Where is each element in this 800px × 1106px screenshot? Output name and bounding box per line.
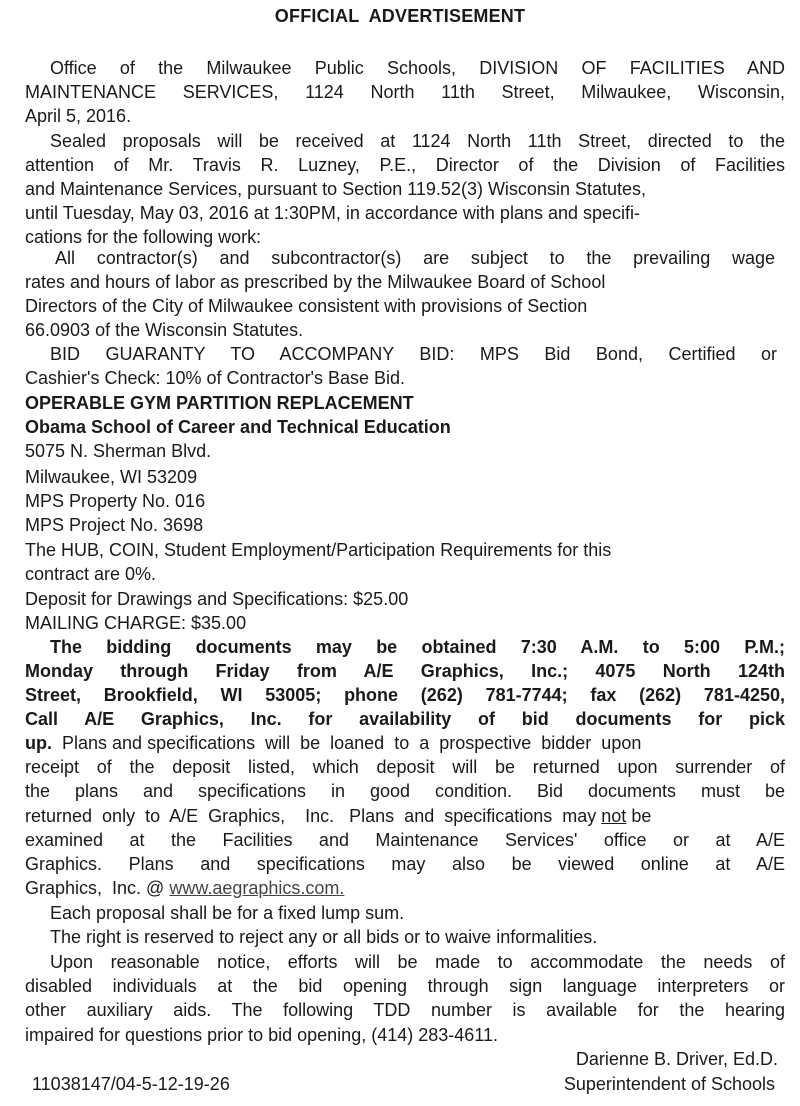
text-line: rates and hours of labor as prescribed by the Milwaukee Board of School <box>25 272 606 292</box>
reference-number: 11038147/04-5-12-19-26 <box>32 1074 230 1094</box>
document-title: OFFICIAL ADVERTISEMENT <box>274 6 526 26</box>
text-line <box>25 805 785 827</box>
text-line: The bidding documents may be obtained 7:30 A.M. to 5:00 P.M.; <box>50 637 785 657</box>
text-line: and Maintenance Services, pursuant to Section 119.52(3) Wisconsin Statutes, <box>25 179 647 199</box>
aegraphics-website-link[interactable]: www.aegraphics.com. <box>169 878 345 898</box>
rights-reserved-statement: The right is reserved to reject any or all bids or to waive informalities. <box>50 927 598 947</box>
text-line: The HUB, COIN, Student Employment/Participation Requirements for this <box>25 540 612 560</box>
text-line: April 5, 2016. <box>25 106 132 126</box>
text-line: Sealed proposals will be received at 1124 North 11th Street, directed to the <box>50 131 785 151</box>
mailing-charge: MAILING CHARGE: $35.00 <box>25 613 247 633</box>
text-line: All contractor(s) and subcontractor(s) are subject to the prevailing wage <box>55 248 775 268</box>
text-line: Call A/E Graphics, Inc. for availability of bid documents for pick <box>25 709 785 729</box>
project-title: OPERABLE GYM PARTITION REPLACEMENT <box>25 393 414 413</box>
bold-fragment: up. <box>25 733 52 753</box>
text-line: until Tuesday, May 03, 2016 at 1:30PM, in accordance with plans and specifi- <box>25 203 641 223</box>
text-line: Monday through Friday from A/E Graphics, Inc.; 4075 North 124th <box>25 661 785 681</box>
text-line: 66.0903 of the Wisconsin Statutes. <box>25 320 304 340</box>
city-state-zip: Milwaukee, WI 53209 <box>25 467 198 487</box>
text-fragment: be <box>626 806 652 826</box>
text-line: Street, Brookfield, WI 53005; phone (262) 781-7744; fax (262) 781-4250, <box>25 685 785 705</box>
text-line: BID GUARANTY TO ACCOMPANY BID: MPS Bid Bond, Certified or <box>50 344 777 364</box>
text-line <box>25 732 785 754</box>
text-line: attention of Mr. Travis R. Luzney, P.E., Director of the Division of Facilities <box>25 155 785 175</box>
text-line <box>25 877 785 899</box>
text-line: Directors of the City of Milwaukee consistent with provisions of Section <box>25 296 588 316</box>
text-fragment: returned only to A/E Graphics, Inc. Plans and specifications may <box>25 806 602 826</box>
school-name: Obama School of Career and Technical Education <box>25 417 451 437</box>
text-line: contract are 0%. <box>25 564 157 584</box>
deposit-fee: Deposit for Drawings and Specifications: $25.00 <box>25 589 409 609</box>
text-line: other auxiliary aids. The following TDD number is available for the hearing <box>25 1000 785 1020</box>
property-number: MPS Property No. 016 <box>25 491 206 511</box>
text-line: the plans and specifications in good condition. Bid documents must be <box>25 781 785 801</box>
text-line: Upon reasonable notice, efforts will be made to accommodate the needs of <box>50 952 785 972</box>
text-fragment: Plans and specifications will be loaned to a prospective bidder upon <box>52 733 642 753</box>
street-address: 5075 N. Sherman Blvd. <box>25 441 212 461</box>
text-line: cations for the following work: <box>25 227 262 247</box>
underlined-emphasis: not <box>601 806 627 826</box>
text-line: Graphics. Plans and specifications may also be viewed online at A/E <box>25 854 785 874</box>
text-line: MAINTENANCE SERVICES, 1124 North 11th Street, Milwaukee, Wisconsin, <box>25 82 785 102</box>
text-line: impaired for questions prior to bid opening, (414) 283-4611. <box>25 1025 498 1045</box>
text-line: disabled individuals at the bid opening through sign language interpreters or <box>25 976 785 996</box>
text-line: Cashier's Check: 10% of Contractor's Base Bid. <box>25 368 406 388</box>
lump-sum-statement: Each proposal shall be for a fixed lump sum. <box>50 903 405 923</box>
text-line: Office of the Milwaukee Public Schools, DIVISION OF FACILITIES AND <box>50 58 785 78</box>
text-line: receipt of the deposit listed, which deposit will be returned upon surrender of <box>25 757 785 777</box>
signatory-role: Superintendent of Schools <box>563 1074 775 1094</box>
project-number: MPS Project No. 3698 <box>25 515 204 535</box>
signatory-name: Darienne B. Driver, Ed.D. <box>575 1049 778 1069</box>
text-line: examined at the Facilities and Maintenance Services' office or at A/E <box>25 830 785 850</box>
text-fragment: Graphics, Inc. @ <box>25 878 170 898</box>
